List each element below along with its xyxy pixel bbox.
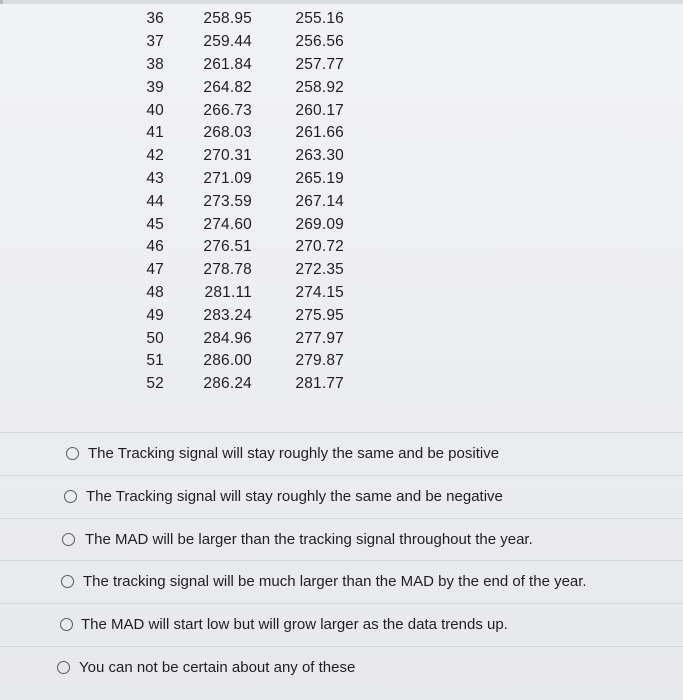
value-a-cell: 286.24 bbox=[203, 375, 252, 393]
answer-option-label[interactable]: The MAD will be larger than the tracking signal throughout the year. bbox=[85, 530, 533, 548]
value-b-cell: 281.77 bbox=[295, 375, 344, 393]
table-row bbox=[118, 373, 344, 396]
table-row bbox=[118, 282, 344, 305]
week-cell: 40 bbox=[146, 101, 164, 119]
week-cell: 41 bbox=[146, 124, 164, 142]
value-a-cell: 264.82 bbox=[203, 78, 252, 96]
value-b-cell: 277.97 bbox=[295, 329, 344, 347]
table-row bbox=[118, 168, 344, 191]
table-row bbox=[118, 213, 344, 236]
value-b-cell: 260.17 bbox=[295, 101, 344, 119]
radio-button[interactable] bbox=[57, 661, 70, 674]
week-cell: 46 bbox=[146, 238, 164, 256]
table-row bbox=[118, 350, 344, 373]
answer-option[interactable] bbox=[0, 518, 683, 561]
table-row bbox=[118, 122, 344, 145]
week-cell: 39 bbox=[146, 78, 164, 96]
value-b-cell: 257.77 bbox=[295, 55, 344, 73]
week-cell: 52 bbox=[146, 375, 164, 393]
value-b-cell: 265.19 bbox=[295, 169, 344, 187]
value-b-cell: 274.15 bbox=[295, 283, 344, 301]
table-row bbox=[118, 327, 344, 350]
value-b-cell: 270.72 bbox=[295, 238, 344, 256]
radio-button[interactable] bbox=[64, 490, 77, 503]
table-row bbox=[118, 236, 344, 259]
radio-button[interactable] bbox=[61, 575, 74, 588]
value-a-cell: 276.51 bbox=[203, 238, 252, 256]
value-a-cell: 278.78 bbox=[203, 261, 252, 279]
value-a-cell: 274.60 bbox=[203, 215, 252, 233]
table-row bbox=[118, 304, 344, 327]
value-b-cell: 258.92 bbox=[295, 78, 344, 96]
value-b-cell: 255.16 bbox=[295, 10, 344, 28]
week-cell: 48 bbox=[146, 283, 164, 301]
value-a-cell: 270.31 bbox=[203, 147, 252, 165]
week-cell: 37 bbox=[146, 33, 164, 51]
week-cell: 44 bbox=[146, 192, 164, 210]
answer-option-label[interactable]: The Tracking signal will stay roughly the same and be positive bbox=[88, 445, 500, 462]
value-a-cell: 258.95 bbox=[203, 10, 252, 28]
week-cell: 47 bbox=[146, 261, 164, 279]
value-a-cell: 283.24 bbox=[203, 306, 252, 324]
week-cell: 43 bbox=[146, 169, 164, 187]
value-a-cell: 271.09 bbox=[203, 169, 252, 187]
table-row bbox=[118, 54, 344, 77]
table-row bbox=[118, 8, 344, 31]
table-row bbox=[118, 99, 344, 122]
value-a-cell: 266.73 bbox=[203, 101, 252, 119]
answer-options bbox=[0, 432, 683, 689]
answer-option[interactable] bbox=[0, 432, 683, 475]
answer-option[interactable] bbox=[0, 560, 683, 603]
answer-option[interactable] bbox=[0, 475, 683, 518]
week-cell: 42 bbox=[146, 147, 164, 165]
table-row bbox=[118, 31, 344, 54]
answer-option-label[interactable]: You can not be certain about any of these bbox=[79, 658, 356, 676]
value-b-cell: 263.30 bbox=[295, 147, 344, 165]
value-b-cell: 275.95 bbox=[295, 306, 344, 324]
value-a-cell: 281.11 bbox=[204, 283, 252, 301]
value-a-cell: 273.59 bbox=[203, 192, 252, 210]
value-a-cell: 261.84 bbox=[203, 55, 252, 73]
radio-button[interactable] bbox=[62, 533, 75, 546]
table-row bbox=[118, 76, 344, 99]
value-b-cell: 261.66 bbox=[295, 124, 344, 142]
answer-option-label[interactable]: The Tracking signal will stay roughly the same and be negative bbox=[86, 487, 503, 505]
top-divider bbox=[0, 0, 683, 4]
answer-option[interactable] bbox=[0, 603, 683, 646]
value-a-cell: 268.03 bbox=[203, 124, 252, 142]
table-row bbox=[118, 259, 344, 282]
value-b-cell: 269.09 bbox=[295, 215, 344, 233]
forecast-data-table bbox=[118, 8, 344, 396]
value-b-cell: 272.35 bbox=[295, 261, 344, 279]
radio-button[interactable] bbox=[60, 618, 73, 631]
answer-option[interactable] bbox=[0, 646, 683, 689]
week-cell: 49 bbox=[146, 306, 164, 324]
answer-option-label[interactable]: The MAD will start low but will grow larger as the data trends up. bbox=[81, 616, 508, 634]
week-cell: 51 bbox=[146, 352, 164, 370]
week-cell: 38 bbox=[146, 55, 164, 73]
answer-option-label[interactable]: The tracking signal will be much larger than the MAD by the end of the year. bbox=[83, 573, 587, 591]
value-b-cell: 256.56 bbox=[295, 33, 344, 51]
week-cell: 45 bbox=[146, 215, 164, 233]
value-b-cell: 267.14 bbox=[295, 192, 344, 210]
radio-button[interactable] bbox=[66, 447, 79, 460]
value-a-cell: 286.00 bbox=[203, 352, 252, 370]
value-b-cell: 279.87 bbox=[295, 352, 344, 370]
table-row bbox=[118, 145, 344, 168]
week-cell: 50 bbox=[146, 329, 164, 347]
value-a-cell: 259.44 bbox=[203, 33, 252, 51]
table-row bbox=[118, 190, 344, 213]
value-a-cell: 284.96 bbox=[203, 329, 252, 347]
week-cell: 36 bbox=[146, 10, 164, 28]
